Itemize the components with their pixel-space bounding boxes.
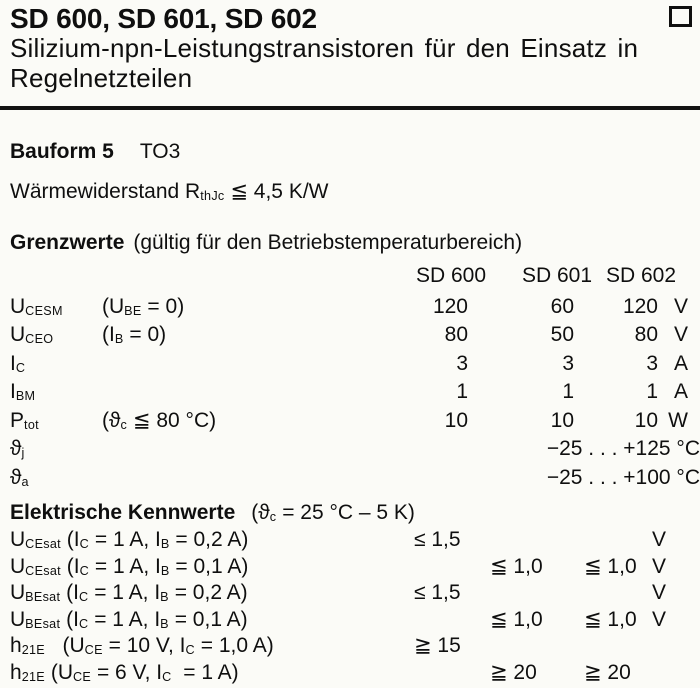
row-unit: V bbox=[673, 295, 688, 318]
value-sd602: 1 bbox=[646, 380, 658, 404]
value-sd601: ≦ 1,0 bbox=[490, 554, 543, 578]
page-subtitle-line1: Silizium-npn-Leistungstransistoren für den Einsatz in bbox=[10, 33, 639, 63]
page-title: SD 600, SD 601, SD 602 bbox=[10, 3, 317, 34]
row-condition: (IB = 0) bbox=[102, 323, 167, 347]
row-label: UBEsat (IC = 1 A, IB = 0,1 A) bbox=[10, 607, 248, 631]
value-sd600: ≤ 1,5 bbox=[414, 581, 461, 605]
value-sd600: 120 bbox=[432, 295, 468, 318]
value-sd600: 1 bbox=[456, 380, 468, 404]
value-sd601: 50 bbox=[550, 323, 574, 347]
grenzwerte-heading-note: (gültig für den Betriebstemperaturbereich) bbox=[133, 231, 523, 254]
table-row-ubesat-01 bbox=[10, 609, 700, 636]
row-unit: W bbox=[668, 408, 688, 432]
row-condition: (UBE = 0) bbox=[102, 295, 185, 319]
row-label: h21E (UCE = 10 V, IC = 1,0 A) bbox=[10, 634, 274, 658]
corner-square-icon bbox=[669, 6, 692, 27]
value-sd601: 10 bbox=[550, 408, 574, 432]
bauform-line bbox=[10, 140, 180, 164]
table-row-theta-a bbox=[10, 466, 700, 494]
value-sd601 bbox=[484, 582, 578, 609]
row-label: UBEsat (IC = 1 A, IB = 0,2 A) bbox=[10, 581, 248, 605]
value-sd600: 3 bbox=[456, 351, 468, 375]
table-row-ic bbox=[10, 352, 700, 380]
row-symbol: ϑj bbox=[10, 437, 25, 461]
value-sd602: 3 bbox=[646, 351, 658, 375]
grenzwerte-table bbox=[10, 264, 700, 494]
table-row-ibm bbox=[10, 380, 700, 408]
value-sd601: ≦ 1,0 bbox=[490, 607, 543, 631]
row-unit: V bbox=[652, 528, 667, 551]
table-row-h21e-6v bbox=[10, 662, 700, 688]
thermal-resistance-line: Wärmewiderstand RthJc ≦ 4,5 K/W bbox=[10, 180, 329, 204]
value-sd602: 80 bbox=[634, 323, 658, 347]
row-unit: V bbox=[673, 323, 688, 347]
temp-range-junction: −25 . . . +125 °C bbox=[546, 437, 700, 461]
row-unit: V bbox=[652, 607, 667, 631]
column-header-sd600: SD 600 bbox=[415, 264, 486, 287]
table-row-uceo bbox=[10, 323, 700, 351]
table-row-h21e-10v bbox=[10, 635, 700, 662]
value-sd602: ≧ 20 bbox=[584, 660, 631, 684]
value-sd602: 120 bbox=[622, 295, 658, 318]
row-label: UCEsat (IC = 1 A, IB = 0,1 A) bbox=[10, 554, 249, 578]
table-row-ubesat-02 bbox=[10, 582, 700, 609]
bauform-value: TO3 bbox=[139, 140, 181, 163]
row-symbol: ϑa bbox=[10, 465, 29, 489]
column-header-sd602: SD 602 bbox=[605, 264, 676, 287]
row-condition: (ϑc ≦ 80 °C) bbox=[102, 408, 217, 432]
value-sd600: ≧ 15 bbox=[414, 634, 461, 658]
table-row-ucesat-02 bbox=[10, 529, 700, 556]
bauform-label: Bauform 5 bbox=[10, 140, 114, 163]
value-sd601: ≧ 20 bbox=[490, 660, 537, 684]
value-sd601 bbox=[484, 635, 578, 662]
kennwerte-heading-line bbox=[10, 501, 415, 525]
grenzwerte-heading: Grenzwerte bbox=[10, 231, 125, 254]
grenzwerte-heading-line bbox=[10, 231, 522, 255]
value-sd601: 1 bbox=[562, 380, 574, 404]
row-unit bbox=[650, 635, 700, 662]
value-sd602 bbox=[578, 582, 650, 609]
kennwerte-heading: Elektrische Kennwerte bbox=[10, 501, 236, 524]
value-sd600: 10 bbox=[444, 408, 468, 432]
value-sd601: 60 bbox=[550, 295, 574, 318]
value-sd601 bbox=[484, 529, 578, 556]
kennwerte-heading-note: (ϑc = 25 °C – 5 K) bbox=[251, 501, 415, 525]
value-sd602: 10 bbox=[634, 408, 658, 432]
row-symbol: UCESM bbox=[10, 295, 63, 319]
value-sd602: ≦ 1,0 bbox=[584, 554, 637, 578]
table-row-ucesat-01 bbox=[10, 556, 700, 583]
value-sd600: 80 bbox=[444, 323, 468, 347]
value-sd602 bbox=[578, 635, 650, 662]
value-sd600 bbox=[408, 662, 484, 688]
row-label: h21E (UCE = 6 V, IC = 1 A) bbox=[10, 660, 239, 684]
row-unit: A bbox=[673, 380, 688, 404]
page-subtitle-line2: Regelnetzteilen bbox=[10, 63, 193, 93]
kennwerte-table bbox=[10, 529, 700, 688]
row-unit: V bbox=[652, 554, 667, 578]
row-symbol: IBM bbox=[10, 380, 36, 404]
value-sd602: ≦ 1,0 bbox=[584, 607, 637, 631]
row-symbol: UCEO bbox=[10, 323, 54, 347]
row-symbol: Ptot bbox=[10, 408, 39, 432]
temp-range-ambient: −25 . . . +100 °C bbox=[546, 465, 700, 489]
column-header-sd601: SD 601 bbox=[521, 264, 592, 287]
row-unit bbox=[650, 662, 700, 688]
value-sd600 bbox=[408, 556, 484, 583]
row-unit: A bbox=[673, 351, 688, 375]
row-label: UCEsat (IC = 1 A, IB = 0,2 A) bbox=[10, 528, 249, 552]
grenzwerte-header-row bbox=[10, 264, 700, 288]
page-subtitle bbox=[10, 33, 700, 93]
table-row-theta-j bbox=[10, 437, 700, 465]
row-unit: V bbox=[652, 581, 667, 605]
header-rule bbox=[0, 106, 700, 110]
value-sd601: 3 bbox=[562, 351, 574, 375]
value-sd600 bbox=[408, 609, 484, 636]
value-sd600: ≤ 1,5 bbox=[414, 528, 461, 551]
table-row-ptot bbox=[10, 409, 700, 437]
table-row-ucesm bbox=[10, 295, 700, 323]
value-sd602 bbox=[578, 529, 650, 556]
row-symbol: IC bbox=[10, 351, 26, 375]
